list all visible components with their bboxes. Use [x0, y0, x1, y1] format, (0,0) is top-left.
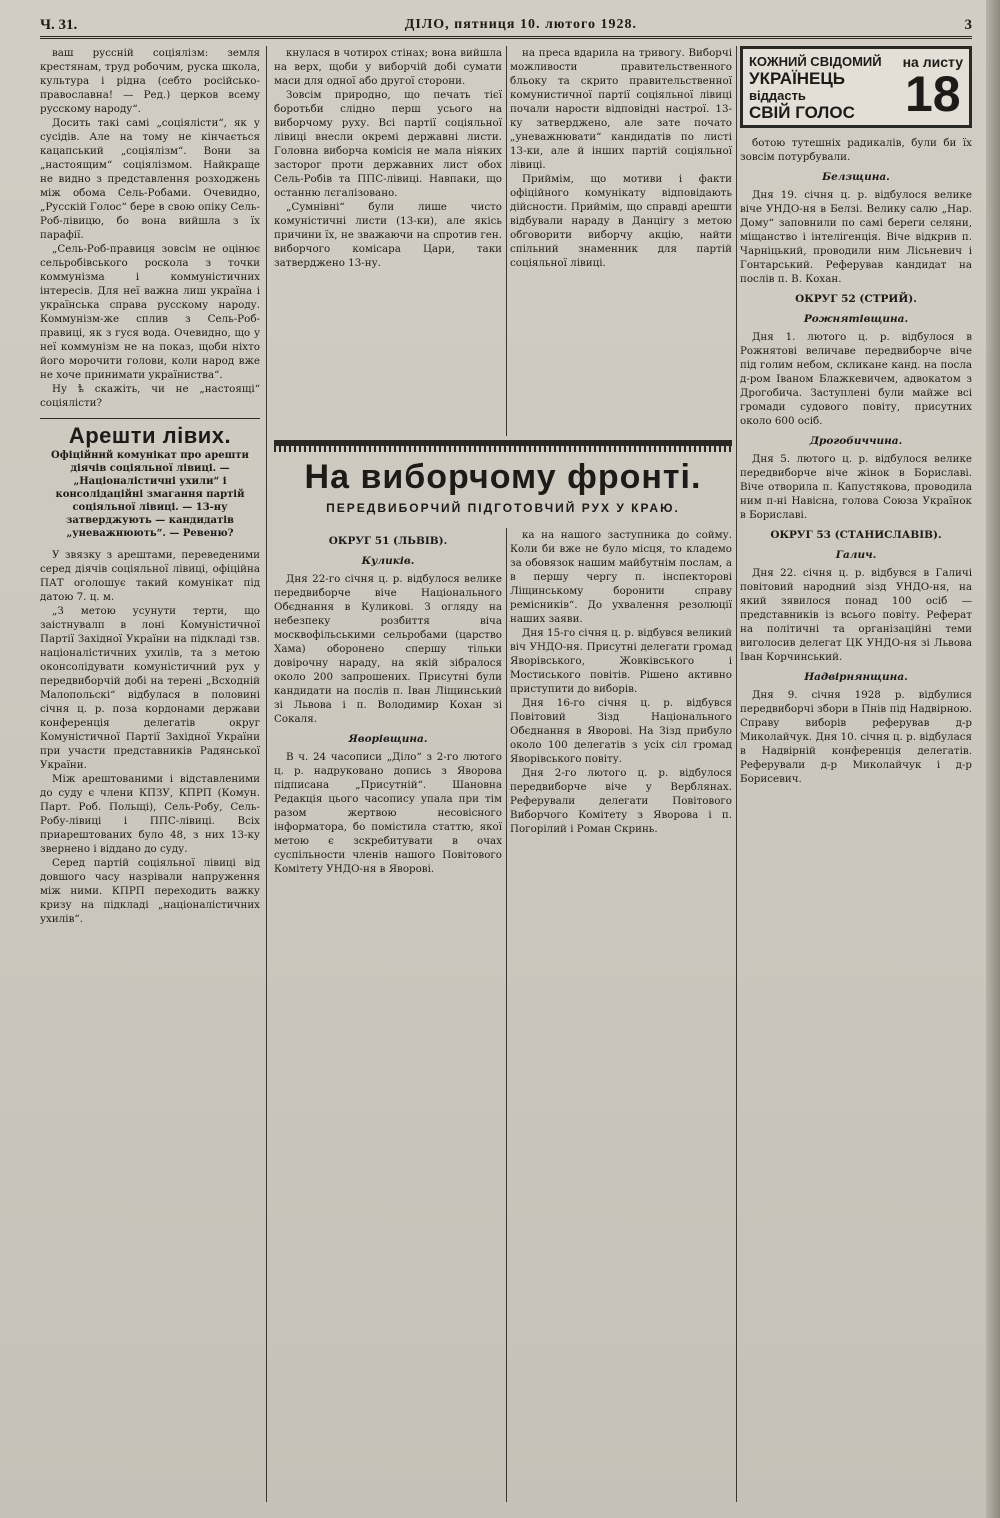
okrug-heading: ОКРУГ 53 (СТАНИСЛАВІВ).	[770, 529, 942, 541]
paragraph: У звязку з арештами, переведеними серед діячів соціяльної лівиці, офіційна ПАТ оголошує такий комунікат під датою 7. ц. м.	[40, 549, 260, 603]
paragraph: Дня 19. січня ц. р. відбулося велике віче УНДО-ня в Белзі. Велику салю „Нар. Дому“ заповнили по самі береги селяни, міщанство і інтелігенція. Віче відкрив п. Чарніцький, проводили ним Лісьневич і Гонтарський. Реферував кандидат на послів п. В. Кохан.	[740, 189, 972, 285]
ad-list-label: на листу	[902, 54, 963, 70]
ad-line: віддасть	[749, 88, 806, 103]
paragraph: ка на нашого заступника до сойму. Коли би вже не було місця, то кладемо за обовязок нашим майбутнім послам, а в першу чергу п. інспекторові Ліщинському боронити справу ремісників“. До ухвалення резолюції наших заяви.	[510, 529, 732, 625]
paragraph: ботою тутешніх радикалів, були би їх зовсім потурбували.	[740, 137, 972, 163]
paragraph: Досить такі самі „соціялісти“, як у сусідів. Але на тому не кінчається кацапський „соціялізм“. Вони за „настоящим“ соціялізмом. Найкраще не видно з представлення розходжень між обома Сель-Робами. Очевидно, „Русскій Голос“ бере в свою опіку Сель-Роб-лівицю, бо вона вийшла з їх парафії.	[40, 117, 260, 241]
ad-line: СВІЙ ГОЛОС	[749, 103, 855, 122]
ad-list-number: 18	[904, 66, 961, 122]
divider	[40, 418, 260, 419]
paragraph: кнулася в чотирох стінах; вона вийшла на верх, щоби у виборчій добі сумати маси для одної або другої сторони.	[274, 47, 502, 87]
paragraph: на преса вдарила на тривогу. Виборчі можливости правительственного бльоку та скрито правительственної комунистичної партії соціяльної лівиці почали нарости відповідні настрої. 13-ку затверджено, але зате почато „уневажнювати“ кандидатів по листі 13-ки, але й інших партій соціяльної лівиці.	[510, 47, 732, 171]
column-rule	[506, 528, 507, 1502]
paragraph: Зовсім природно, що печать тієї боротьби слідно перш усього на виборчому руху. Всі партії соціяльної лівиці внесли окремі державні листи. Головна виборча комісія не мала ніяких засторог проти державних лист обох Сель-Робів та ППС-лівиці. Навпаки, що останню лєгалізовано.	[274, 89, 502, 199]
paragraph: Дня 1. лютого ц. р. відбулося в Рожнятові величаве передвиборче віче під голим небом, скликане канд. на посла д-ром Іваном Блажкевичем, адвокатом з Дрогобича. Заступлені були майже всі громади судового повіту, присутних около 600 осіб.	[740, 331, 972, 427]
paragraph: Дня 22-го січня ц. р. відбулося велике передвиборче віче Національного Обєднання в Куликові. З огляду на небезпеку розбиття віча москвофільськими сельробами (царство Хама) оборонено спершу тільки довірочну нараду, на якій зібралося около 200 запрошених. Присутні були кандидати на послів п. Іван Ліщинський зі Львова і п. Володимир Кохан зі Сокаля.	[274, 573, 502, 725]
column-4	[740, 46, 972, 786]
newspaper-title-date: ДІЛО, пятниця 10. лютого 1928.	[404, 17, 638, 32]
election-advertisement	[740, 46, 972, 128]
banner-subtitle: ПЕРЕДВИБОРЧИЙ ПІДГОТОВЧИЙ РУХ У КРАЮ.	[326, 501, 680, 515]
paragraph: ваш руссній соціялізм: земля крестянам, труд робочим, руска школа, культура і рідна (себто російсько-православна! — Ред.) церков всему русскому народу“.	[40, 47, 260, 115]
article-lead: Офіційний комунікат про арешти діячів соціяльної лівиці. — „Націоналістичні ухили“ і консолідаційні змагання партій соціяльної лівиці. — 13-ну затверджують — кандидатів „уневажнюють“. — Ревеню?	[51, 450, 249, 539]
column-3-upper	[510, 46, 732, 270]
paragraph: Дня 9. січня 1928 р. відбулися передвиборчі збори в Пнів під Надвірною. Справу виборів реферував д-р Миколайчук. Дня 10. січня ц. р. відбулася в Надвірній конференція делегатів. Реферували д-р Миколайчук і д-р Борисевич.	[740, 689, 972, 785]
okrug-heading: ОКРУГ 52 (СТРИЙ).	[795, 293, 917, 305]
paragraph: Дня 15-го січня ц. р. відбувся великий віч УНДО-ня. Присутні делегати громад Яворівського, Жовківського і Мостиського повітів. Рішено активно приступити до виборів.	[510, 627, 732, 695]
column-2-upper	[274, 46, 502, 270]
column-rule	[506, 46, 507, 436]
place-heading: Надвірнянщина.	[804, 671, 908, 683]
place-heading: Рожнятівщина.	[803, 313, 909, 325]
column-rule	[266, 46, 267, 1502]
page-fold-shadow	[986, 0, 1000, 1518]
column-2-lower	[274, 528, 502, 876]
banner-title: На виборчому фронті.	[304, 458, 702, 496]
paragraph: Дня 22. січня ц. р. відбувся в Галичі повітовий народний зізд УНДО-ня, на який зявилося понад 100 осіб — представників із всього повіту. Реферат на політичні та організаційні теми виголосив делегат ЦК УНДО-ня зі Львова Іван Корчинський.	[740, 567, 972, 663]
column-1	[40, 46, 260, 926]
place-heading: Яворівщина.	[348, 733, 428, 745]
ad-line: УКРАЇНЕЦЬ	[749, 69, 846, 88]
paragraph: В ч. 24 часописи „Діло“ з 2-го лютого ц. р. надруковано допись з Яворова підписана „Присутній“. Шановна Редакція цього часопису упала при тім разом жертвою несовісного інформатора, бо помістила статтю, якої метою є зскребитувати в очах суспільности членів нашого Повітового Комітету УНДО-ня в Яворові.	[274, 751, 502, 875]
paragraph: „Сель-Роб-правиця зовсім не оцінює сельробівського роскола з точки коммунізма і коммуністичних інтересів. Для неї важна лиш україна і українська справа русскому народу. Коммунізм-же сплив з Сель-Роб-правиці, як з гуся вода. Очевидно, що у неї коммунізм не на показ, щоби ніхто його морочити голови, коли народ вже не хоче принимати україниства“.	[40, 243, 260, 381]
paragraph: Дня 2-го лютого ц. р. відбулося передвиборче віче у Верблянах. Реферували делегати Повітового Виборчого Комітету з Яворова і п. Погорілий і Роман Скринь.	[510, 767, 732, 835]
section-banner	[274, 440, 732, 526]
column-3-lower	[510, 528, 732, 836]
article-headline: Арешти лівих.	[68, 423, 232, 448]
paragraph: Ну ѣ скажіть, чи не „настоящі“ соціялісти?	[40, 383, 260, 409]
paragraph: Між арештованими і відставленими до суду є члени КПЗУ, КПРП (Комун. Парт. Роб. Польщі), Сель-Робу, Сель-Робу-лівиці і ППС-лівиці. Всіх приарештованих було 48, з них 13-ку звернено і віддано до суду.	[40, 773, 260, 855]
okrug-heading: ОКРУГ 51 (ЛЬВІВ).	[328, 535, 448, 547]
page-number: 3	[964, 16, 972, 33]
paragraph: Серед партій соціяльної лівиці від довшого часу назрівали напруження між ними. КПРП переходить важку кризу на підкладі „націоналістичних ухилів“.	[40, 857, 260, 925]
place-heading: Дрогобиччина.	[809, 435, 903, 447]
ad-line: КОЖНИЙ СВІДОМИЙ	[749, 54, 882, 69]
masthead	[40, 14, 972, 39]
issue-number: Ч. 31.	[40, 16, 78, 33]
paragraph: „Сумнівні“ були лише чисто комуністичні листи (13-ки), але якісь причини їх, не зважаючи на спротив ген. виборчого комісара Цари, таки затверджено 13-ну.	[274, 201, 502, 269]
paragraph: Дня 16-го січня ц. р. відбувся Повітовий Зізд Національного Обєднання в Яворові. На Зізд прибуло около 100 делегатів з усіх сіл громад Яворівського повіту.	[510, 697, 732, 765]
place-heading: Галич.	[835, 549, 877, 561]
paragraph: Приймім, що мотиви і факти офіційного комунікату відповідають дійсности. Приймім, що справді арешти відбували нараду в Данцігу з метою обговорити виборчу акцію, найти спільний знаменник для партій соціяльної лівиці.	[510, 173, 732, 269]
paragraph: Дня 5. лютого ц. р. відбулося велике передвиборче віче жінок в Бориславі. Віче отворила п. Капустякова, проводила ним п-ні Навісна, голова Союза Українок в Бориславі.	[740, 453, 972, 521]
place-heading: Куликів.	[361, 555, 415, 567]
place-heading: Белзщина.	[822, 171, 890, 183]
column-rule	[736, 46, 737, 1502]
paragraph: „З метою усунути терти, що заістнувалп в лоні Комуністичної Партії Західної України на підкладі тзв. націоналістичних ухилів, та з метою оконсолідувати комуністичний рух у передвиборчій добі на терені „Всходній Малопольскі“ відбулася в половині січня ц. р. поза кордонами держави конференція делегатів округ Комуністичної Партії Західної України при участи представників Радянської України.	[40, 605, 260, 771]
